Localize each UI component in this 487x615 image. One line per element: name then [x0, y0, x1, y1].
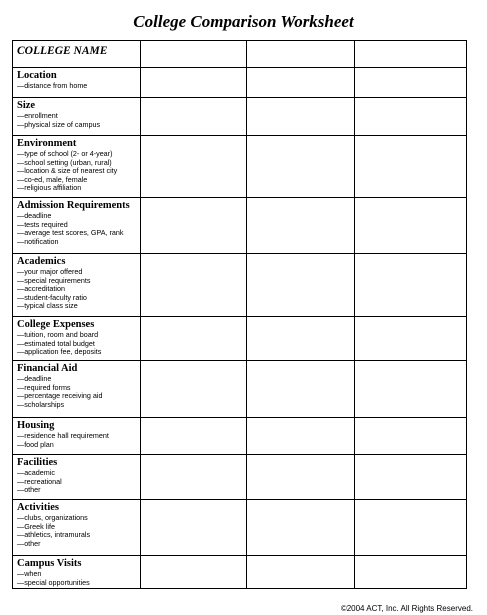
- category-subitem: —food plan: [17, 439, 54, 449]
- category-label-cell: [13, 254, 141, 317]
- category-subitem: —residence hall requirement: [17, 431, 109, 440]
- college-2-housing-cell[interactable]: [247, 418, 355, 455]
- category-subitem: —tests required: [17, 219, 68, 229]
- category-subitem: —other: [17, 485, 41, 495]
- category-subitem: —required forms: [17, 382, 71, 392]
- college-3-admission-requirements-cell[interactable]: [355, 198, 467, 254]
- comparison-table: [12, 40, 467, 589]
- college-3-activities-cell[interactable]: [355, 500, 467, 556]
- category-row-activities: [13, 500, 467, 556]
- category-heading: Campus Visits: [17, 558, 82, 569]
- category-subitem: —percentage receiving aid: [17, 391, 103, 401]
- category-row-admission-requirements: [13, 198, 467, 254]
- college-1-size-cell[interactable]: [141, 98, 247, 136]
- category-subitem: —enrollment: [17, 111, 58, 120]
- category-label-cell: [13, 556, 141, 589]
- college-1-facilities-cell[interactable]: [141, 455, 247, 500]
- college-name-label: COLLEGE NAME: [17, 45, 108, 57]
- college-1-activities-cell[interactable]: [141, 500, 247, 556]
- college-2-academics-cell[interactable]: [247, 254, 355, 317]
- category-row-academics: [13, 254, 467, 317]
- category-subitem: —co-ed, male, female: [17, 174, 88, 184]
- category-subitem: —typical class size: [17, 301, 78, 311]
- college-2-activities-cell[interactable]: [247, 500, 355, 556]
- college-1-college-expenses-cell[interactable]: [141, 317, 247, 361]
- college-3-environment-cell[interactable]: [355, 136, 467, 198]
- category-subitem: —athletics, intramurals: [17, 530, 91, 540]
- college-2-admission-requirements-cell[interactable]: [247, 198, 355, 254]
- college-name-input-cell-2[interactable]: [247, 41, 355, 68]
- category-label-cell: [13, 198, 141, 254]
- category-heading: Facilities: [17, 457, 58, 468]
- college-3-housing-cell[interactable]: [355, 418, 467, 455]
- category-row-college-expenses: [13, 317, 467, 361]
- category-subitem: —estimated total budget: [17, 338, 95, 348]
- college-3-academics-cell[interactable]: [355, 254, 467, 317]
- college-2-facilities-cell[interactable]: [247, 455, 355, 500]
- college-1-environment-cell[interactable]: [141, 136, 247, 198]
- category-subitem: —religious affiliation: [17, 183, 82, 193]
- college-1-campus-visits-cell[interactable]: [141, 556, 247, 589]
- college-3-size-cell[interactable]: [355, 98, 467, 136]
- copyright-notice: ©2004 ACT, Inc. All Rights Reserved.: [340, 604, 473, 613]
- category-subitem: —student-faculty ratio: [17, 292, 87, 302]
- category-subitem: —when: [17, 569, 42, 578]
- category-heading: Academics: [17, 256, 66, 267]
- college-1-financial-aid-cell[interactable]: [141, 361, 247, 418]
- category-subitem: —school setting (urban, rural): [17, 157, 112, 167]
- category-row-campus-visits: [13, 556, 467, 589]
- college-3-campus-visits-cell[interactable]: [355, 556, 467, 589]
- category-label-cell: [13, 98, 141, 136]
- category-label-cell: [13, 455, 141, 500]
- college-1-location-cell[interactable]: [141, 68, 247, 98]
- college-2-environment-cell[interactable]: [247, 136, 355, 198]
- category-row-location: [13, 68, 467, 98]
- category-row-facilities: [13, 455, 467, 500]
- category-heading: Location: [17, 70, 57, 81]
- category-subitem: —deadline: [17, 374, 52, 383]
- header-row: [13, 41, 467, 68]
- college-1-academics-cell[interactable]: [141, 254, 247, 317]
- category-row-size: [13, 98, 467, 136]
- category-row-housing: [13, 418, 467, 455]
- college-2-size-cell[interactable]: [247, 98, 355, 136]
- category-subitem: —distance from home: [17, 81, 88, 90]
- category-subitem: —deadline: [17, 211, 52, 220]
- college-2-college-expenses-cell[interactable]: [247, 317, 355, 361]
- category-subitem: —clubs, organizations: [17, 513, 88, 522]
- category-subitem: —other: [17, 538, 41, 548]
- category-subitem: —notification: [17, 236, 59, 246]
- category-subitem: —academic: [17, 468, 55, 477]
- category-label-cell: [13, 500, 141, 556]
- category-label-cell: [13, 361, 141, 418]
- category-heading: Activities: [17, 502, 59, 513]
- category-heading: College Expenses: [17, 319, 95, 330]
- category-subitem: —Greek life: [17, 521, 55, 531]
- college-3-financial-aid-cell[interactable]: [355, 361, 467, 418]
- college-3-college-expenses-cell[interactable]: [355, 317, 467, 361]
- college-2-location-cell[interactable]: [247, 68, 355, 98]
- category-subitem: —physical size of campus: [17, 119, 101, 129]
- category-heading: Admission Requirements: [17, 200, 130, 211]
- category-subitem: —average test scores, GPA, rank: [17, 228, 124, 238]
- college-name-header-cell: [13, 41, 141, 68]
- category-label-cell: [13, 317, 141, 361]
- category-row-environment: [13, 136, 467, 198]
- category-subitem: —type of school (2- or 4-year): [17, 149, 113, 158]
- category-subitem: —scholarships: [17, 399, 65, 409]
- college-name-input-cell-3[interactable]: [355, 41, 467, 68]
- category-subitem: —location & size of nearest city: [17, 166, 118, 176]
- college-2-campus-visits-cell[interactable]: [247, 556, 355, 589]
- worksheet-title: College Comparison Worksheet: [133, 12, 354, 31]
- category-label-cell: [13, 136, 141, 198]
- college-1-admission-requirements-cell[interactable]: [141, 198, 247, 254]
- category-heading: Size: [17, 100, 36, 111]
- college-name-input-cell-1[interactable]: [141, 41, 247, 68]
- category-heading: Housing: [17, 420, 55, 431]
- category-subitem: —recreational: [17, 476, 62, 486]
- category-heading: Financial Aid: [17, 363, 78, 374]
- college-2-financial-aid-cell[interactable]: [247, 361, 355, 418]
- category-subitem: —application fee, deposits: [17, 347, 102, 357]
- category-label-cell: [13, 68, 141, 98]
- college-3-facilities-cell[interactable]: [355, 455, 467, 500]
- category-heading: Environment: [17, 138, 77, 149]
- college-3-location-cell[interactable]: [355, 68, 467, 98]
- category-subitem: —special opportunities: [17, 577, 90, 587]
- college-1-housing-cell[interactable]: [141, 418, 247, 455]
- category-label-cell: [13, 418, 141, 455]
- category-row-financial-aid: [13, 361, 467, 418]
- category-subitem: —special requirements: [17, 275, 91, 285]
- category-subitem: —accreditation: [17, 284, 65, 294]
- category-subitem: —tuition, room and board: [17, 330, 99, 339]
- category-subitem: —your major offered: [17, 267, 83, 276]
